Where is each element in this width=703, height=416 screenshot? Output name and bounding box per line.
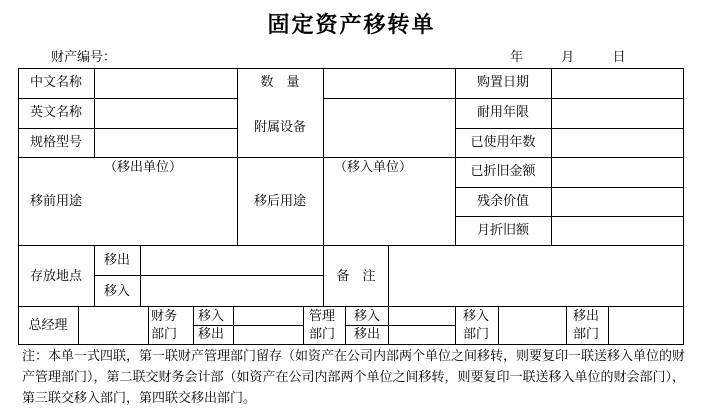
label-accessories: 附属设备 (253, 120, 307, 135)
date-year: 年 (510, 50, 524, 65)
label-movein-dept-2: 部门 (462, 327, 490, 342)
date-month: 月 (561, 50, 575, 65)
label-useful-life: 耐用年限 (476, 105, 530, 120)
label-chinese-name: 中文名称 (29, 75, 83, 90)
label-years-used: 已使用年数 (470, 135, 536, 150)
date-day: 日 (612, 50, 626, 65)
label-storage-out: 移出 (103, 253, 131, 268)
accessories-field[interactable] (324, 99, 455, 157)
monthly-depreciation-field[interactable] (552, 217, 683, 245)
label-mgmt-in: 移入 (353, 309, 381, 324)
form-title: 固定资产移转单 (267, 12, 436, 38)
label-moveout-dept-1: 移出 (572, 309, 600, 324)
label-residual-value: 残余价值 (476, 194, 530, 209)
label-finance-2: 部门 (150, 327, 178, 342)
label-mgmt-1: 管理 (308, 309, 336, 324)
label-movein-dept-1: 移入 (462, 309, 490, 324)
depreciated-amount-field[interactable] (552, 158, 683, 187)
storage-in-field[interactable] (141, 276, 323, 306)
useful-life-field[interactable] (552, 99, 683, 128)
label-model: 规格型号 (29, 135, 83, 150)
label-finance-1: 财务 (150, 309, 178, 324)
years-used-field[interactable] (552, 129, 683, 157)
label-english-name: 英文名称 (29, 105, 83, 120)
label-finance-in: 移入 (197, 309, 225, 324)
footnote: 注：本单一式四联，第一联财产管理部门留存（如资产在公司内部两个单位之间移转，则要复印一联送移入单位的财产管理部门），第二联交财务会计部（如资产在公司内部两个单位之间移转，则要复印一联送移入单位的财会部门），第三联交移入部门，第四联交移出部门。 (22, 349, 686, 406)
english-name-field[interactable] (95, 99, 237, 128)
label-purchase-date: 购置日期 (476, 75, 530, 90)
chinese-name-field[interactable] (95, 69, 237, 98)
label-remarks: 备 注 (336, 269, 376, 284)
purchase-date-field[interactable] (552, 69, 683, 98)
label-general-manager: 总经理 (28, 318, 68, 333)
asset-number-label: 财产编号： (51, 50, 117, 65)
remarks-field[interactable] (389, 246, 683, 306)
storage-out-field[interactable] (141, 246, 323, 275)
label-quantity: 数 量 (260, 75, 300, 90)
label-in-unit: （移入单位） (334, 160, 413, 175)
residual-value-field[interactable] (552, 188, 683, 216)
model-field[interactable] (95, 129, 237, 157)
label-finance-out: 移出 (197, 327, 225, 342)
label-storage-in: 移入 (103, 284, 131, 299)
label-monthly-depreciation: 月折旧额 (476, 223, 530, 238)
label-storage-location: 存放地点 (29, 269, 83, 284)
label-moveout-dept-2: 部门 (572, 327, 600, 342)
label-use-after: 移后用途 (253, 194, 307, 209)
label-mgmt-out: 移出 (353, 327, 381, 342)
label-mgmt-2: 部门 (308, 327, 336, 342)
label-use-before: 移前用途 (29, 194, 83, 209)
label-out-unit: （移出单位） (104, 160, 183, 175)
label-depreciated-amount: 已折旧金额 (470, 164, 536, 179)
quantity-field[interactable] (324, 69, 455, 98)
